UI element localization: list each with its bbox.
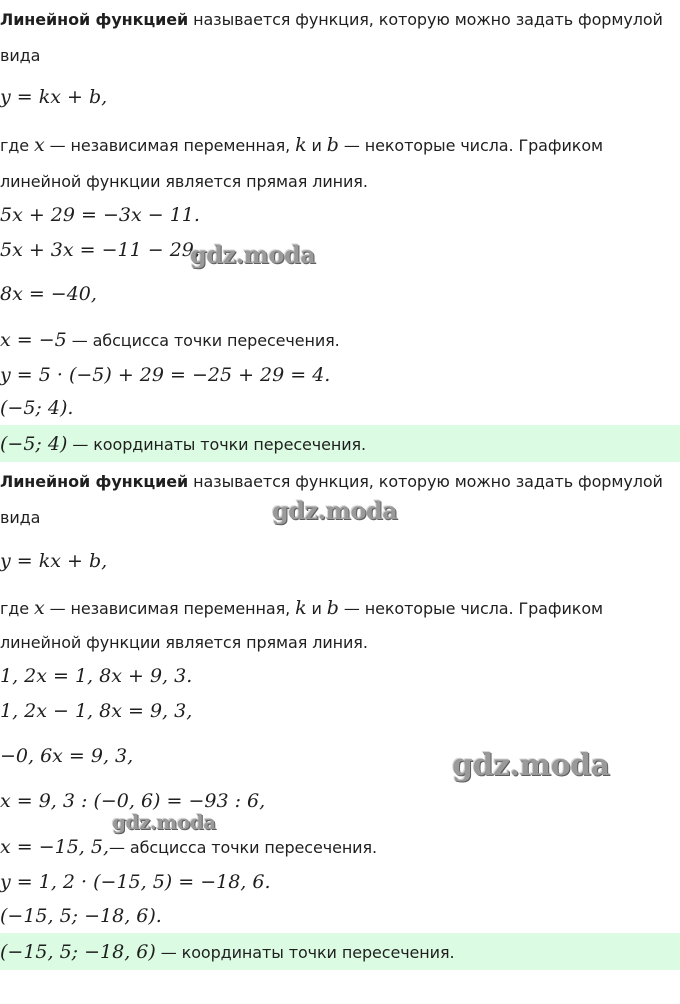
equation-4-text: — абсцисса точки пересечения. [66,331,340,350]
definition-word-2: вида [0,508,41,527]
equation-2-5-math: x = −15, 5, [0,836,110,858]
equation-5: y = 5 · (−5) + 29 = −25 + 29 = 4. [0,364,331,386]
explanation-and: и [306,136,327,155]
watermark-logo-3: gdz.moda [452,748,610,783]
explanation-line-1 [0,134,603,156]
equation-2-1: 1, 2x = 1, 8x + 9, 3. [0,665,193,687]
answer-1-text: — координаты точки пересечения. [67,435,367,454]
formula: y = kx + b, [0,86,108,108]
variable-b: b [326,134,339,156]
answer-2 [0,941,454,963]
watermark-logo-2: gdz.moda [272,496,398,525]
variable-k: k [295,134,307,156]
definition-line-2 [0,472,663,491]
equation-2-2: 1, 2x − 1, 8x = 9, 3, [0,700,193,722]
explanation-suffix: — некоторые числа. Графиком [338,136,603,155]
definition-rest: называется функция, которую можно задать формулой [188,10,663,29]
equation-2-6: y = 1, 2 · (−15, 5) = −18, 6. [0,871,271,893]
explanation-prefix-2: где [0,599,34,618]
variable-b-2: b [326,597,339,619]
answer-1-math: (−5; 4) [0,433,68,455]
definition-term: Линейной функцией [0,10,189,29]
equation-2-5 [0,836,377,858]
formula-2: y = kx + b, [0,550,108,572]
equation-4-math: x = −5 [0,329,67,351]
equation-2-5-text: — абсцисса точки пересечения. [109,838,377,857]
equation-2-4: x = 9, 3 : (−0, 6) = −93 : 6, [0,790,266,812]
equation-1: 5x + 29 = −3x − 11. [0,204,200,226]
explanation-prefix: где [0,136,34,155]
explanation-suffix-2: — некоторые числа. Графиком [338,599,603,618]
equation-6: (−5; 4). [0,397,74,419]
explanation-line-2: линейной функции является прямая линия. [0,172,368,191]
answer-2-text: — координаты точки пересечения. [155,943,455,962]
equation-4 [0,329,340,351]
variable-k-2: k [295,597,307,619]
explanation-middle-2: — независимая переменная, [44,599,296,618]
equation-3: 8x = −40, [0,283,97,305]
answer-1 [0,433,366,455]
explanation-middle: — независимая переменная, [44,136,296,155]
explanation-line-1-2 [0,597,603,619]
variable-x: x [34,134,45,156]
definition-line-1 [0,10,663,29]
definition-rest-2: называется функция, которую можно задать формулой [188,472,663,491]
explanation-line-2-2: линейной функции является прямая линия. [0,633,368,652]
watermark-logo-1: gdz.moda [190,240,316,269]
definition-term-2: Линейной функцией [0,472,189,491]
definition-word: вида [0,46,41,65]
variable-x-2: x [34,597,45,619]
answer-2-math: (−15, 5; −18, 6) [0,941,156,963]
equation-2: 5x + 3x = −11 − 29, [0,239,200,261]
explanation-and-2: и [306,599,327,618]
watermark-logo-4: gdz.moda [112,810,216,834]
equation-2-7: (−15, 5; −18, 6). [0,905,162,927]
equation-2-3: −0, 6x = 9, 3, [0,745,134,767]
